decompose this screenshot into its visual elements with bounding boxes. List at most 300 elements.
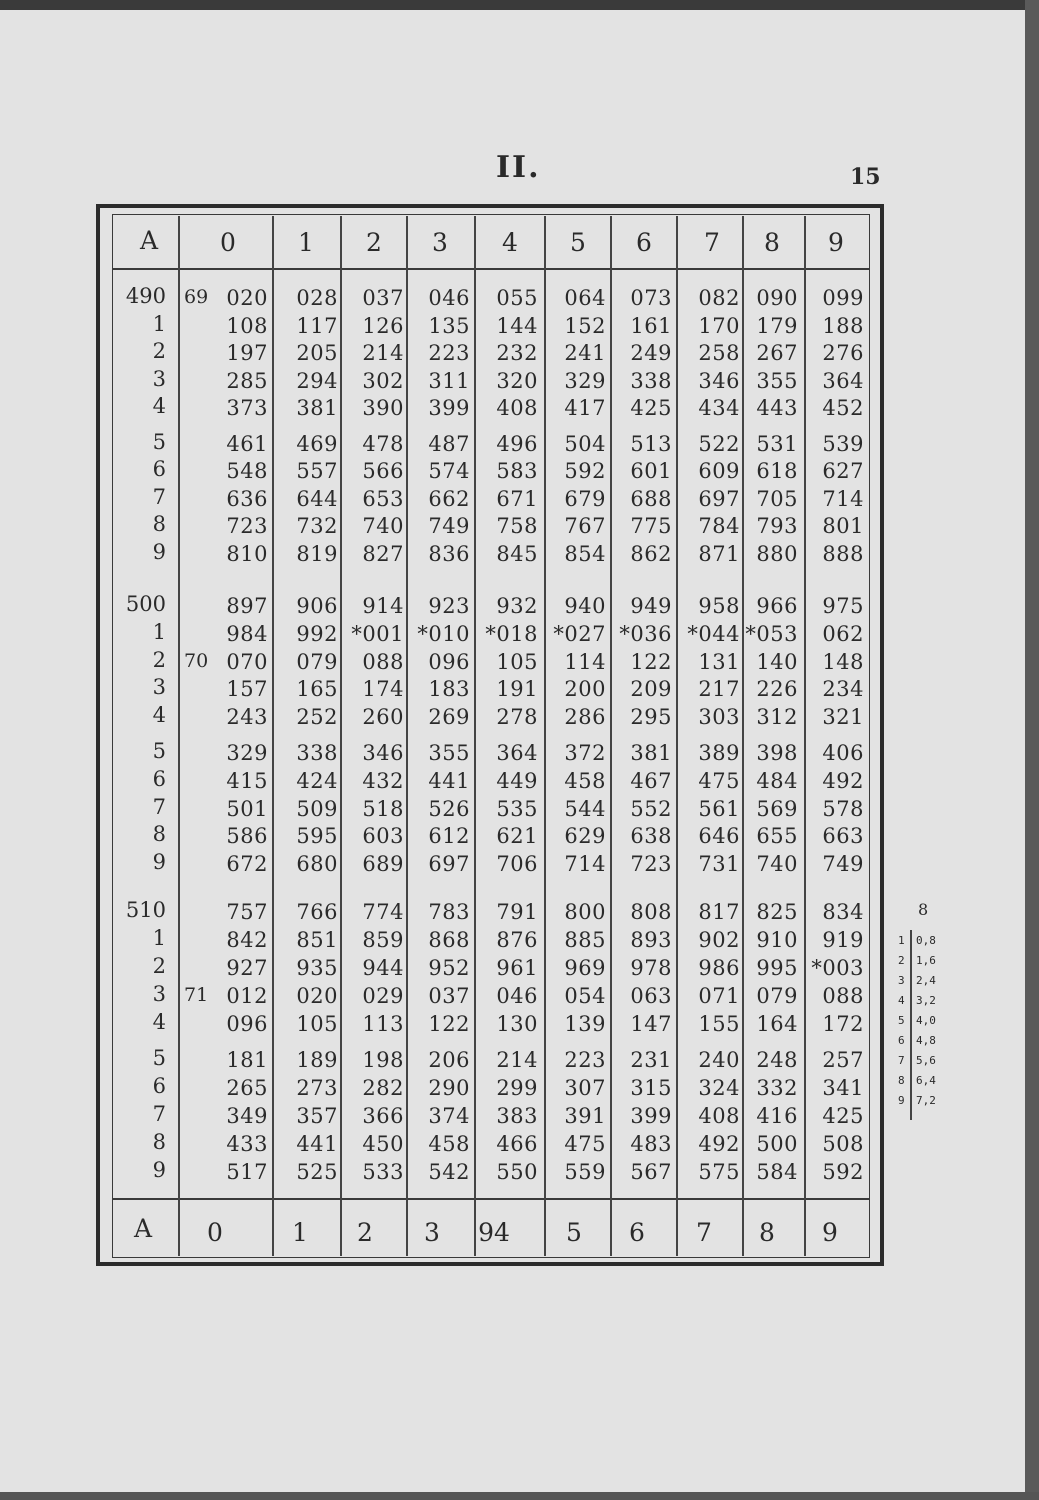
table-cell: 978	[630, 956, 672, 980]
footer-column-7: 7	[696, 1218, 712, 1247]
table-cell: 443	[756, 396, 798, 420]
table-cell: 434	[698, 396, 740, 420]
proportional-part-index: 9	[898, 1094, 905, 1107]
table-cell: 424	[296, 768, 338, 793]
table-cell: 671	[496, 486, 538, 511]
table-cell: 672	[226, 852, 268, 877]
table-cell: 374	[428, 1104, 470, 1128]
table-cell: 487	[428, 431, 470, 456]
table-cell: 689	[362, 852, 404, 877]
table-cell: 663	[822, 824, 864, 849]
table-cell: 157	[226, 677, 268, 702]
table-cell: 315	[630, 1076, 672, 1100]
table-cell: 484	[756, 768, 798, 793]
table-cell: 096	[428, 649, 470, 674]
table-cell: 723	[630, 852, 672, 877]
table-cell: 449	[496, 768, 538, 793]
header-label-a: A	[139, 226, 159, 255]
table-cell: 200	[564, 677, 606, 702]
table-cell: 808	[630, 900, 672, 924]
table-cell: *003	[811, 956, 864, 980]
table-cell: 234	[822, 677, 864, 702]
table-cell: 975	[822, 594, 864, 618]
row-label: 7	[152, 1102, 166, 1126]
scan-right-edge	[1025, 0, 1039, 1500]
table-cell: 888	[822, 541, 864, 566]
proportional-part-index: 5	[898, 1014, 905, 1027]
row-label: 9	[152, 1158, 166, 1182]
table-cell: 231	[630, 1048, 672, 1072]
table-cell: 508	[822, 1132, 864, 1156]
table-cell: 854	[564, 541, 606, 566]
table-cell: 189	[296, 1048, 338, 1072]
column-divider	[544, 216, 546, 1256]
table-cell: 995	[756, 956, 798, 980]
table-cell: 105	[296, 1012, 338, 1036]
table-cell: 260	[362, 705, 404, 730]
header-column-1: 1	[298, 228, 314, 257]
table-cell: 851	[296, 928, 338, 952]
table-cell: 406	[822, 741, 864, 765]
table-cell: 492	[698, 1132, 740, 1156]
table-cell: 366	[362, 1104, 404, 1128]
table-cell: 526	[428, 796, 470, 821]
table-cell: 096	[226, 1012, 268, 1036]
table-cell: 390	[362, 396, 404, 420]
row-label: 500	[125, 592, 166, 616]
table-cell: 054	[564, 984, 606, 1008]
table-cell: 046	[496, 984, 538, 1008]
table-cell: 165	[296, 677, 338, 702]
column-divider	[406, 216, 408, 1256]
table-cell: 842	[226, 928, 268, 952]
table-cell: 595	[296, 824, 338, 849]
table-cell: 655	[756, 824, 798, 849]
table-cell: 311	[428, 368, 470, 393]
proportional-part-index: 6	[898, 1034, 905, 1047]
table-cell: 391	[564, 1104, 606, 1128]
table-cell: 662	[428, 486, 470, 511]
table-cell: 063	[630, 984, 672, 1008]
table-cell: 172	[822, 1012, 864, 1036]
table-cell: 046	[428, 286, 470, 310]
table-cell: 723	[226, 514, 268, 538]
table-cell: 126	[362, 313, 404, 338]
table-cell: 819	[296, 541, 338, 566]
table-cell: 969	[564, 956, 606, 980]
row-label: 4	[152, 394, 166, 418]
table-cell: 416	[756, 1104, 798, 1128]
proportional-part-value: 6,4	[916, 1074, 936, 1087]
table-cell: 117	[296, 313, 338, 338]
table-cell: 217	[698, 677, 740, 702]
table-cell: 758	[496, 514, 538, 538]
table-cell: 609	[698, 459, 740, 483]
table-cell: 893	[630, 928, 672, 952]
table-cell: 105	[496, 649, 538, 674]
table-cell: 544	[564, 796, 606, 821]
table-cell: 135	[428, 313, 470, 338]
table-cell: 766	[296, 900, 338, 924]
proportional-part-index: 3	[898, 974, 905, 987]
row-label: 1	[152, 619, 166, 644]
table-cell: 868	[428, 928, 470, 952]
table-cell: 539	[822, 431, 864, 456]
table-cell: 170	[698, 313, 740, 338]
table-cell: 574	[428, 459, 470, 483]
table-cell: 131	[698, 649, 740, 674]
table-cell: 257	[822, 1048, 864, 1072]
table-cell: 618	[756, 459, 798, 483]
table-cell: 706	[496, 852, 538, 877]
table-cell: 355	[756, 368, 798, 393]
table-cell: 774	[362, 900, 404, 924]
table-cell: 525	[296, 1160, 338, 1184]
table-cell: 441	[428, 768, 470, 793]
table-cell: 341	[822, 1076, 864, 1100]
table-cell: *018	[485, 621, 538, 646]
scan-top-edge	[0, 0, 1039, 10]
row-label: 2	[152, 954, 166, 978]
table-cell: 433	[226, 1132, 268, 1156]
table-cell: 592	[822, 1160, 864, 1184]
table-cell: 307	[564, 1076, 606, 1100]
table-cell: 612	[428, 824, 470, 849]
table-cell: 467	[630, 768, 672, 793]
table-cell: 897	[226, 594, 268, 618]
table-cell: 408	[496, 396, 538, 420]
table-cell: 088	[362, 649, 404, 674]
table-cell: 205	[296, 341, 338, 365]
column-divider	[272, 216, 274, 1256]
table-cell: 757	[226, 900, 268, 924]
table-cell: 646	[698, 824, 740, 849]
row-label: 5	[152, 429, 166, 454]
row-label: 9	[152, 539, 166, 564]
table-cell: 902	[698, 928, 740, 952]
page-title: II.	[496, 150, 541, 185]
row-label: 2	[152, 339, 166, 363]
table-cell: 155	[698, 1012, 740, 1036]
table-cell: 161	[630, 313, 672, 338]
proportional-parts-rule	[910, 930, 912, 1120]
table-cell: 417	[564, 396, 606, 420]
row-label: 2	[152, 647, 166, 672]
table-cell: 037	[362, 286, 404, 310]
table-cell: 910	[756, 928, 798, 952]
table-cell: 321	[822, 705, 864, 730]
table-cell: 906	[296, 594, 338, 618]
column-divider	[178, 216, 180, 1256]
table-cell: 243	[226, 705, 268, 730]
table-cell: 629	[564, 824, 606, 849]
table-cell: 688	[630, 486, 672, 511]
table-cell: 338	[296, 741, 338, 765]
table-cell: 871	[698, 541, 740, 566]
column-divider	[340, 216, 342, 1256]
table-cell: 070	[226, 649, 268, 674]
header-rule	[112, 268, 870, 270]
table-cell: 206	[428, 1048, 470, 1072]
table-cell: 147	[630, 1012, 672, 1036]
table-cell: 458	[428, 1132, 470, 1156]
table-cell: 312	[756, 705, 798, 730]
row-label: 8	[152, 1130, 166, 1154]
footer-column-6: 6	[629, 1218, 645, 1247]
table-cell: 346	[362, 741, 404, 765]
table-cell: 845	[496, 541, 538, 566]
table-cell: 152	[564, 313, 606, 338]
row-label: 4	[152, 703, 166, 728]
table-cell: 295	[630, 705, 672, 730]
table-cell: 500	[756, 1132, 798, 1156]
table-cell: 269	[428, 705, 470, 730]
table-cell: 329	[564, 368, 606, 393]
table-cell: 557	[296, 459, 338, 483]
header-column-4: 4	[502, 228, 518, 257]
table-cell: 278	[496, 705, 538, 730]
table-cell: 791	[496, 900, 538, 924]
table-cell: 373	[226, 396, 268, 420]
table-cell: 834	[822, 900, 864, 924]
table-cell: *044	[687, 621, 740, 646]
table-cell: 458	[564, 768, 606, 793]
proportional-part-index: 7	[898, 1054, 905, 1067]
table-cell: 914	[362, 594, 404, 618]
row-label: 510	[125, 898, 166, 922]
table-cell: 740	[756, 852, 798, 877]
column-divider	[610, 216, 612, 1256]
table-cell: 469	[296, 431, 338, 456]
row-label: 7	[152, 794, 166, 819]
table-cell: 483	[630, 1132, 672, 1156]
table-cell: 732	[296, 514, 338, 538]
table-cell: 399	[428, 396, 470, 420]
table-cell: 927	[226, 956, 268, 980]
table-cell: 357	[296, 1104, 338, 1128]
table-cell: 099	[822, 286, 864, 310]
table-cell: 859	[362, 928, 404, 952]
row-label: 1	[152, 311, 166, 336]
row-label: 8	[152, 822, 166, 847]
table-cell: 775	[630, 514, 672, 538]
table-cell: 332	[756, 1076, 798, 1100]
table-cell: 817	[698, 900, 740, 924]
footer-column-8: 8	[759, 1218, 775, 1247]
footer-column-0: 0	[207, 1218, 223, 1247]
table-cell: 531	[756, 431, 798, 456]
table-cell: 432	[362, 768, 404, 793]
table-cell: 020	[226, 286, 268, 310]
row-label: 3	[152, 982, 166, 1006]
table-cell: 062	[822, 621, 864, 646]
table-cell: 986	[698, 956, 740, 980]
table-cell: 349	[226, 1104, 268, 1128]
table-cell: 381	[630, 741, 672, 765]
table-cell: 705	[756, 486, 798, 511]
table-cell: 492	[822, 768, 864, 793]
table-cell: 923	[428, 594, 470, 618]
table-cell: 621	[496, 824, 538, 849]
table-cell: 241	[564, 341, 606, 365]
column-divider	[474, 216, 476, 1256]
table-cell: 258	[698, 341, 740, 365]
page-number: 15	[850, 164, 881, 190]
table-cell: 880	[756, 541, 798, 566]
table-cell: *036	[619, 621, 672, 646]
row-prefix: 69	[184, 286, 209, 308]
table-cell: 885	[564, 928, 606, 952]
table-cell: 961	[496, 956, 538, 980]
table-cell: 783	[428, 900, 470, 924]
scan-bottom-edge	[0, 1492, 1039, 1500]
table-cell: 174	[362, 677, 404, 702]
table-cell: 398	[756, 741, 798, 765]
row-label: 5	[152, 739, 166, 763]
table-cell: 090	[756, 286, 798, 310]
table-cell: 214	[362, 341, 404, 365]
table-cell: 148	[822, 649, 864, 674]
row-label: 6	[152, 766, 166, 791]
table-cell: 461	[226, 431, 268, 456]
table-cell: 324	[698, 1076, 740, 1100]
table-cell: 286	[564, 705, 606, 730]
table-cell: 466	[496, 1132, 538, 1156]
table-cell: 223	[428, 341, 470, 365]
table-cell: 232	[496, 341, 538, 365]
table-cell: 223	[564, 1048, 606, 1072]
table-cell: 475	[564, 1132, 606, 1156]
proportional-part-index: 1	[898, 934, 905, 947]
table-cell: 542	[428, 1160, 470, 1184]
table-cell: 012	[226, 984, 268, 1008]
table-cell: 731	[698, 852, 740, 877]
table-cell: 285	[226, 368, 268, 393]
table-cell: 478	[362, 431, 404, 456]
table-cell: 958	[698, 594, 740, 618]
table-cell: 518	[362, 796, 404, 821]
row-label: 490	[125, 284, 166, 308]
table-cell: 415	[226, 768, 268, 793]
header-column-7: 7	[704, 228, 720, 257]
table-cell: 517	[226, 1160, 268, 1184]
table-cell: 452	[822, 396, 864, 420]
table-cell: 226	[756, 677, 798, 702]
proportional-part-value: 4,0	[916, 1014, 936, 1027]
table-cell: *053	[745, 621, 798, 646]
row-label: 6	[152, 457, 166, 481]
header-column-2: 2	[366, 228, 382, 257]
table-cell: 249	[630, 341, 672, 365]
footer-rule	[112, 1198, 870, 1200]
table-cell: 876	[496, 928, 538, 952]
table-cell: 079	[756, 984, 798, 1008]
table-cell: 302	[362, 368, 404, 393]
table-cell: 181	[226, 1048, 268, 1072]
table-cell: 533	[362, 1160, 404, 1184]
table-cell: 509	[296, 796, 338, 821]
table-cell: 992	[296, 621, 338, 646]
table-cell: 522	[698, 431, 740, 456]
table-cell: 214	[496, 1048, 538, 1072]
table-cell: 303	[698, 705, 740, 730]
table-cell: 122	[630, 649, 672, 674]
table-cell: 679	[564, 486, 606, 511]
table-cell: 940	[564, 594, 606, 618]
table-cell: 198	[362, 1048, 404, 1072]
table-cell: 862	[630, 541, 672, 566]
proportional-part-value: 2,4	[916, 974, 936, 987]
row-label: 5	[152, 1046, 166, 1070]
table-cell: 793	[756, 514, 798, 538]
table-cell: 113	[362, 1012, 404, 1036]
table-cell: 383	[496, 1104, 538, 1128]
proportional-part-value: 4,8	[916, 1034, 936, 1047]
row-label: 4	[152, 1010, 166, 1034]
table-cell: 355	[428, 741, 470, 765]
table-cell: 697	[428, 852, 470, 877]
table-cell: 144	[496, 313, 538, 338]
table-cell: 191	[496, 677, 538, 702]
table-cell: 644	[296, 486, 338, 511]
table-cell: 825	[756, 900, 798, 924]
table-cell: 329	[226, 741, 268, 765]
footer-column-1: 1	[292, 1218, 308, 1247]
table-cell: 575	[698, 1160, 740, 1184]
footer-column-4: 94	[478, 1218, 510, 1247]
table-cell: 638	[630, 824, 672, 849]
table-cell: 108	[226, 313, 268, 338]
proportional-part-value: 0,8	[916, 934, 936, 947]
proportional-part-value: 1,6	[916, 954, 936, 967]
table-cell: 966	[756, 594, 798, 618]
table-cell: 273	[296, 1076, 338, 1100]
table-cell: 265	[226, 1076, 268, 1100]
table-cell: 714	[822, 486, 864, 511]
table-cell: 714	[564, 852, 606, 877]
table-cell: 209	[630, 677, 672, 702]
table-cell: 140	[756, 649, 798, 674]
table-cell: 364	[496, 741, 538, 765]
table-cell: 496	[496, 431, 538, 456]
table-cell: 627	[822, 459, 864, 483]
table-cell: 836	[428, 541, 470, 566]
table-cell: 122	[428, 1012, 470, 1036]
table-cell: 064	[564, 286, 606, 310]
table-cell: *010	[417, 621, 470, 646]
table-cell: 267	[756, 341, 798, 365]
row-label: 3	[152, 366, 166, 391]
table-cell: 949	[630, 594, 672, 618]
table-cell: 020	[296, 984, 338, 1008]
table-cell: 697	[698, 486, 740, 511]
table-cell: 320	[496, 368, 538, 393]
table-cell: *001	[351, 621, 404, 646]
table-cell: 584	[756, 1160, 798, 1184]
table-cell: 252	[296, 705, 338, 730]
table-cell: 276	[822, 341, 864, 365]
table-cell: 603	[362, 824, 404, 849]
table-cell: 029	[362, 984, 404, 1008]
table-cell: 364	[822, 368, 864, 393]
table-cell: 767	[564, 514, 606, 538]
table-cell: 425	[630, 396, 672, 420]
table-cell: 082	[698, 286, 740, 310]
table-cell: 566	[362, 459, 404, 483]
table-cell: 164	[756, 1012, 798, 1036]
table-cell: 240	[698, 1048, 740, 1072]
table-cell: 548	[226, 459, 268, 483]
